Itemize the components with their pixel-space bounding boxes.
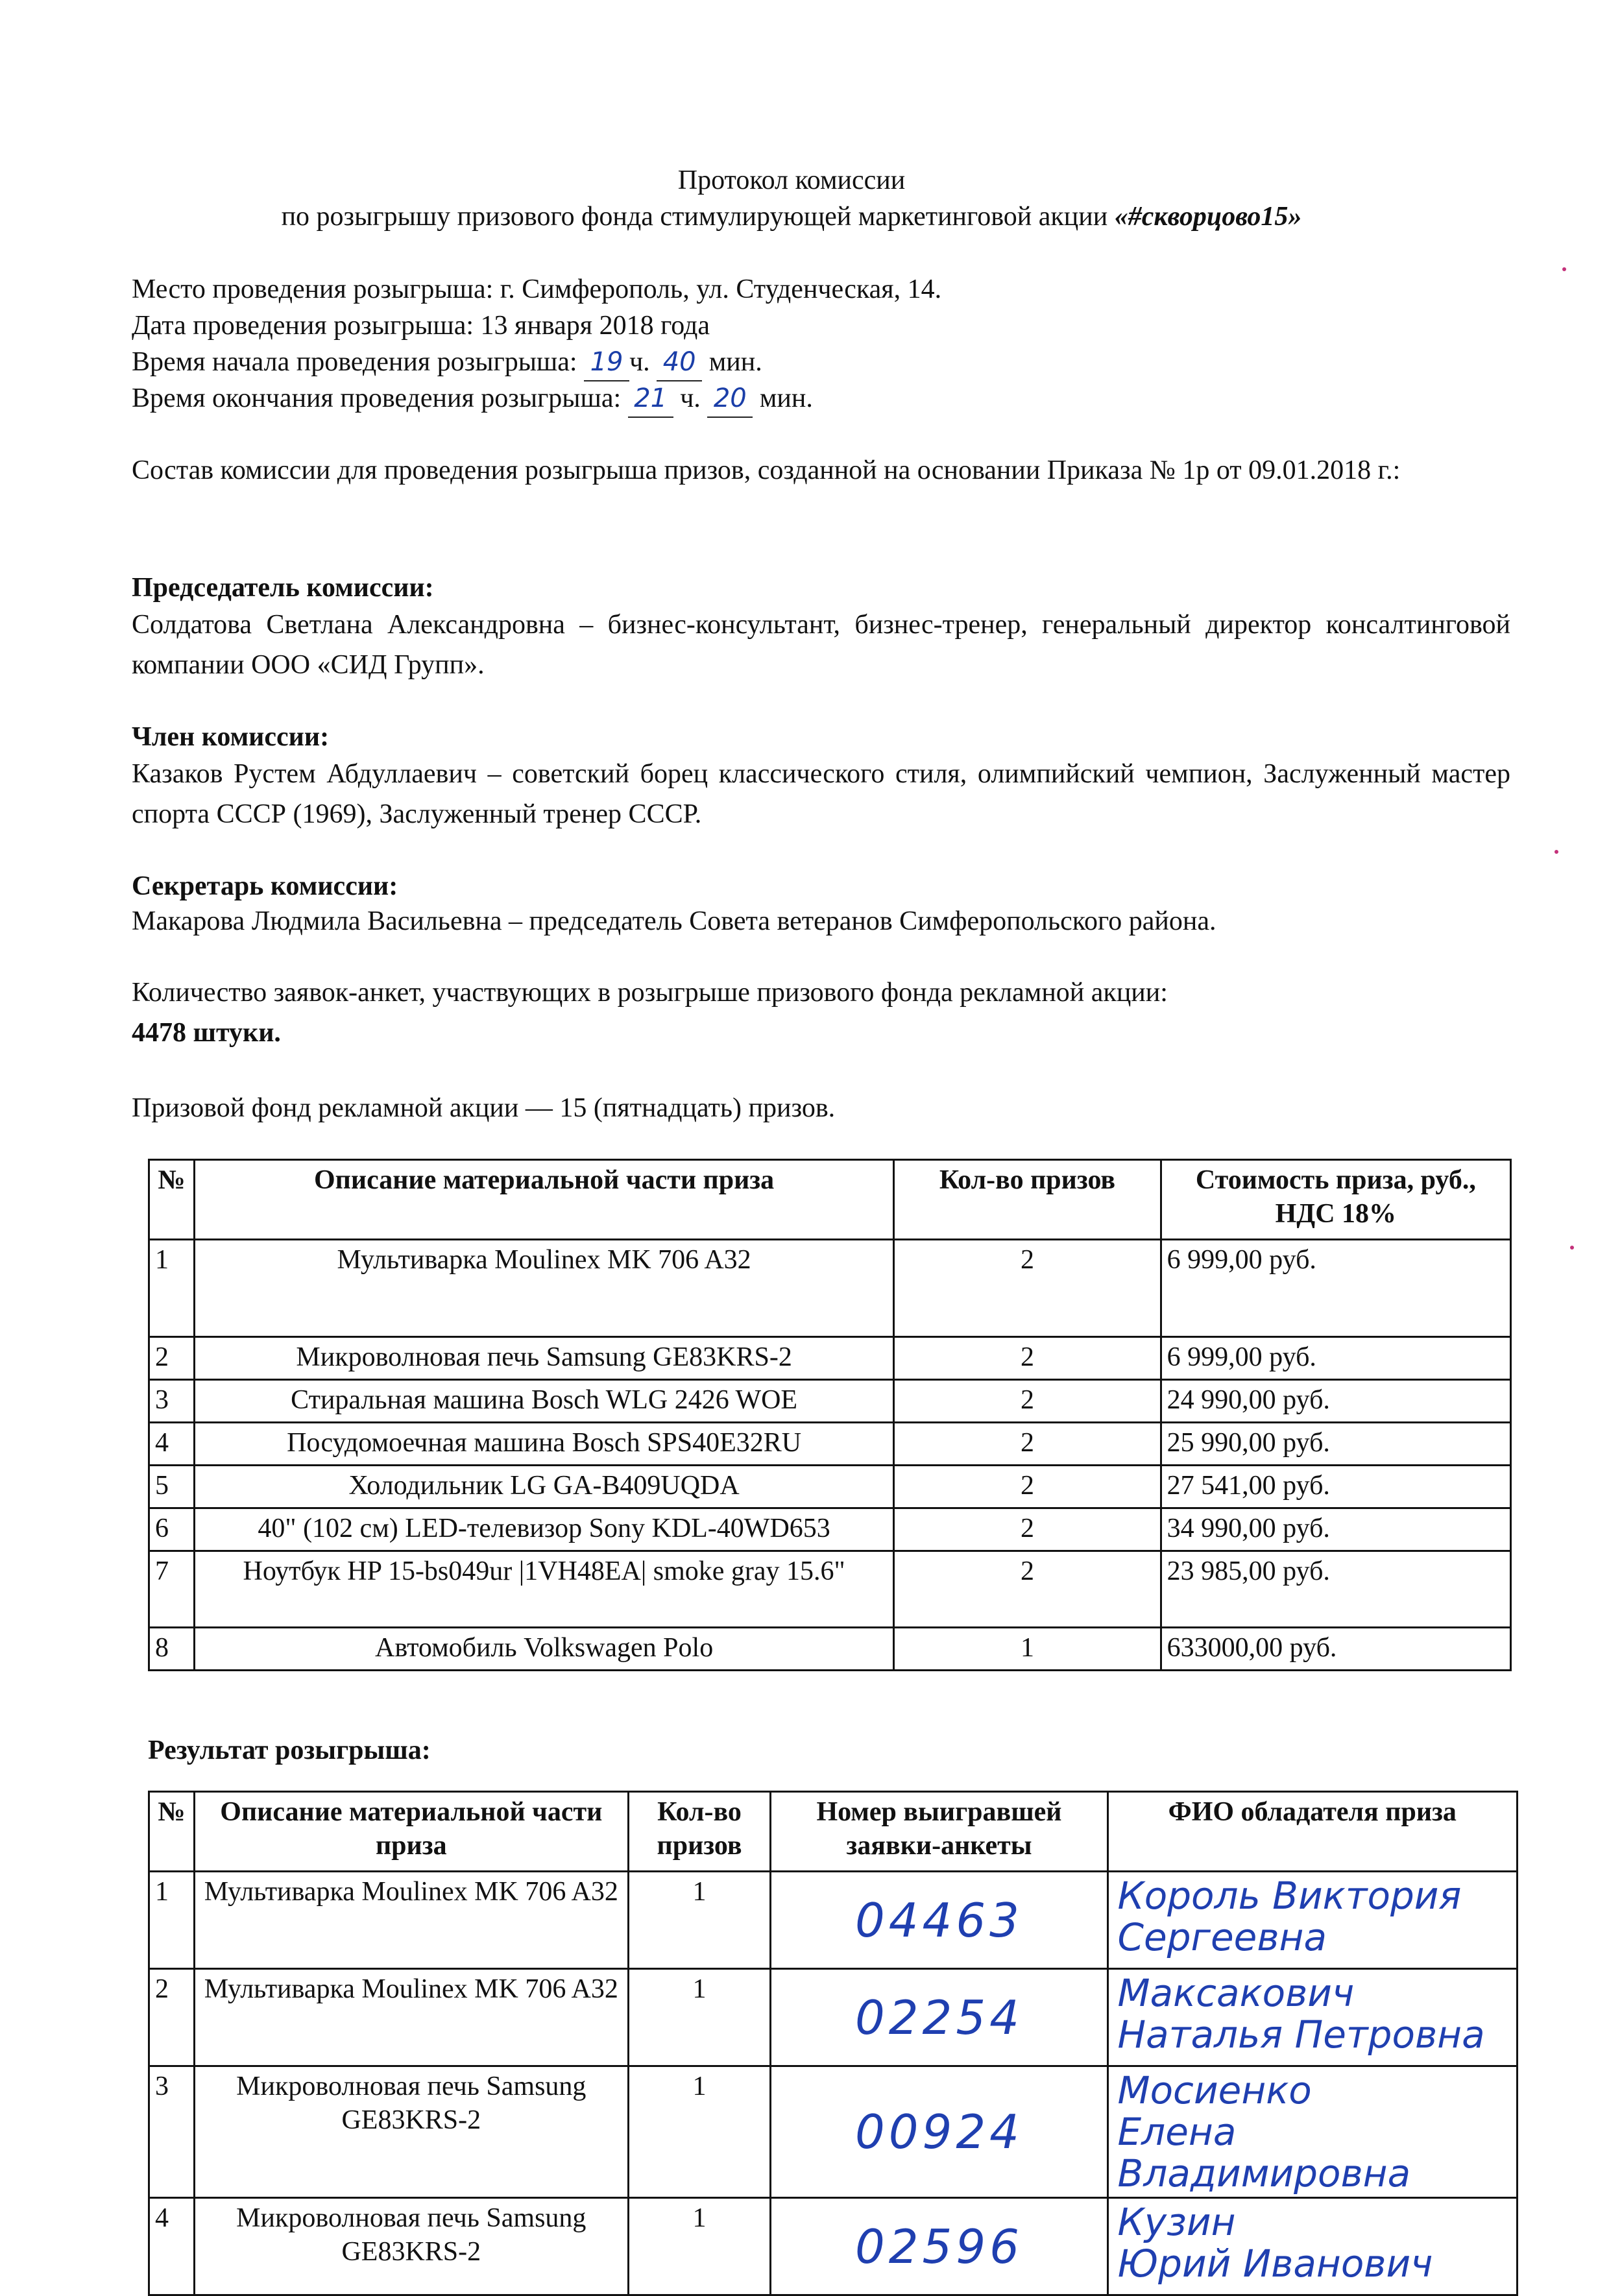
- results-header-description: Описание материальной части приза: [194, 1792, 628, 1872]
- prize-description: Микроволновая печь Samsung GE83KRS-2: [194, 1337, 893, 1380]
- title-line-2-text: по розыгрышу призового фонда стимулирующей маркетинговой акции: [281, 202, 1115, 232]
- prize-price: 34 990,00 руб.: [1161, 1508, 1510, 1551]
- prize-price: 6 999,00 руб.: [1161, 1337, 1510, 1380]
- winning-application-number-handwritten: 02254: [771, 1969, 1107, 2066]
- result-number: 2: [149, 1969, 195, 2066]
- header-description: Описание материальной части приза: [194, 1160, 893, 1240]
- scan-mark: [1562, 267, 1566, 271]
- prize-row: [149, 1380, 1511, 1423]
- scan-mark: [1555, 850, 1558, 854]
- draw-start-time: [132, 344, 762, 381]
- chair-text: Солдатова Светлана Александровна – бизнес-консультант, бизнес-тренер, генеральный директор консалтинговой компании ООО «СИД Групп».: [132, 610, 1510, 680]
- result-quantity: 1: [628, 1872, 771, 1969]
- results-table-header-row: [149, 1792, 1518, 1872]
- result-quantity: 1: [628, 2198, 771, 2295]
- winner-name-line-2: Елена Владимировна: [1117, 2110, 1411, 2195]
- prize-number: 8: [149, 1628, 195, 1671]
- results-header-quantity: Кол-во призов: [628, 1792, 771, 1872]
- prize-price: 633000,00 руб.: [1161, 1628, 1510, 1671]
- campaign-name: «#скворцово15»: [1114, 202, 1302, 232]
- prize-price: 27 541,00 руб.: [1161, 1466, 1510, 1508]
- prize-table-header-row: [149, 1160, 1511, 1240]
- start-minute-handwritten: 40: [657, 344, 702, 381]
- prize-description: Ноутбук HP 15-bs049ur |1VH48EA| smoke gray 15.6": [194, 1551, 893, 1628]
- header-quantity: Кол-во призов: [894, 1160, 1161, 1240]
- end-hour-handwritten: 21: [628, 380, 673, 418]
- draw-end-time: [132, 380, 813, 418]
- prize-description: Посудомоечная машина Bosch SPS40E32RU: [194, 1423, 893, 1466]
- result-description: Микроволновая печь Samsung GE83KRS-2: [194, 2066, 628, 2198]
- prize-price: 25 990,00 руб.: [1161, 1423, 1510, 1466]
- prize-number: 6: [149, 1508, 195, 1551]
- prize-quantity: 2: [894, 1240, 1161, 1337]
- prize-fund-text: Призовой фонд рекламной акции — 15 (пятнадцать) призов.: [132, 1093, 836, 1123]
- winning-application-number-handwritten: 04463: [771, 1872, 1107, 1969]
- prize-quantity: 2: [894, 1337, 1161, 1380]
- prize-row: [149, 1466, 1511, 1508]
- end-time-label: Время окончания проведения розыгрыша:: [132, 383, 628, 413]
- prize-description: Стиральная машина Bosch WLG 2426 WOE: [194, 1380, 893, 1423]
- chair-heading: Председатель комиссии:: [132, 573, 434, 603]
- prize-price: 24 990,00 руб.: [1161, 1380, 1510, 1423]
- results-header-winning-number: Номер выигравшей заявки-анкеты: [771, 1792, 1107, 1872]
- prize-row: [149, 1240, 1511, 1337]
- result-number: 4: [149, 2198, 195, 2295]
- prize-row: [149, 1551, 1511, 1628]
- prize-price: 6 999,00 руб.: [1161, 1240, 1510, 1337]
- result-row: [149, 2198, 1518, 2295]
- prize-row: [149, 1508, 1511, 1551]
- start-hour-unit: ч.: [629, 347, 657, 377]
- winner-name-line-1: Мосиенко: [1117, 2068, 1312, 2112]
- member-heading: Член комиссии:: [132, 722, 330, 752]
- winner-name-line-2: Юрий Иванович: [1117, 2242, 1433, 2286]
- draw-place: Место проведения розыгрыша: г. Симферополь, ул. Студенческая, 14.: [132, 274, 942, 304]
- prize-number: 1: [149, 1240, 195, 1337]
- prize-quantity: 2: [894, 1508, 1161, 1551]
- secretary-text: Макарова Людмила Васильевна – председатель Совета ветеранов Симферопольского района.: [132, 906, 1216, 936]
- winner-name-line-1: Кузин: [1117, 2200, 1236, 2244]
- prize-quantity: 2: [894, 1551, 1161, 1628]
- draw-date: Дата проведения розыгрыша: 13 января 2018 года: [132, 311, 710, 341]
- result-description: Мультиварка Moulinex MK 706 A32: [194, 1872, 628, 1969]
- winner-name-handwritten: [1107, 2066, 1517, 2198]
- winner-name-handwritten: [1107, 1969, 1517, 2066]
- applications-count-text: Количество заявок-анкет, участвующих в розыгрыше призового фонда рекламной акции:: [132, 978, 1168, 1008]
- results-header-winner-name: ФИО обладателя приза: [1107, 1792, 1517, 1872]
- header-price: Стоимость приза, руб., НДС 18%: [1161, 1160, 1510, 1240]
- prize-number: 7: [149, 1551, 195, 1628]
- result-number: 3: [149, 2066, 195, 2198]
- result-quantity: 1: [628, 1969, 771, 2066]
- prize-fund-table: [148, 1159, 1512, 1671]
- prize-number: 2: [149, 1337, 195, 1380]
- prize-description: Мультиварка Moulinex MK 706 A32: [194, 1240, 893, 1337]
- prize-quantity: 2: [894, 1466, 1161, 1508]
- results-table: [148, 1791, 1518, 2296]
- start-hour-handwritten: 19: [584, 344, 629, 381]
- result-description: Мультиварка Moulinex MK 706 A32: [194, 1969, 628, 2066]
- result-row: [149, 1872, 1518, 1969]
- result-quantity: 1: [628, 2066, 771, 2198]
- title-line-1: Протокол комиссии: [677, 165, 906, 195]
- result-row: [149, 2066, 1518, 2198]
- start-time-label: Время начала проведения розыгрыша:: [132, 347, 585, 377]
- prize-quantity: 2: [894, 1380, 1161, 1423]
- scan-mark: [1570, 1246, 1574, 1250]
- prize-row: [149, 1337, 1511, 1380]
- prize-number: 5: [149, 1466, 195, 1508]
- prize-row: [149, 1628, 1511, 1671]
- prize-description: 40" (102 см) LED-телевизор Sony KDL-40WD653: [194, 1508, 893, 1551]
- prize-number: 3: [149, 1380, 195, 1423]
- end-hour-unit: ч.: [673, 383, 708, 413]
- winner-name-line-1: Максакович: [1117, 1971, 1355, 2015]
- title-line-2: [130, 199, 1453, 235]
- prize-price: 23 985,00 руб.: [1161, 1551, 1510, 1628]
- end-minute-unit: мин.: [753, 383, 813, 413]
- winner-name-handwritten: [1107, 1872, 1517, 1969]
- winner-name-line-2: Сергеевна: [1117, 1915, 1327, 1959]
- end-minute-handwritten: 20: [707, 380, 753, 418]
- start-minute-unit: мин.: [702, 347, 762, 377]
- results-heading: Результат розыгрыша:: [148, 1735, 431, 1765]
- prize-quantity: 1: [894, 1628, 1161, 1671]
- header-number: №: [149, 1160, 195, 1240]
- prize-number: 4: [149, 1423, 195, 1466]
- prize-quantity: 2: [894, 1423, 1161, 1466]
- winner-name-line-2: Наталья Петровна: [1117, 2012, 1485, 2057]
- winning-application-number-handwritten: 02596: [771, 2198, 1107, 2295]
- result-row: [149, 1969, 1518, 2066]
- result-description: Микроволновая печь Samsung GE83KRS-2: [194, 2198, 628, 2295]
- commission-intro: Состав комиссии для проведения розыгрыша призов, созданной на основании Приказа № 1р от 09.01.2018 г.:: [132, 455, 1401, 485]
- member-text: Казаков Рустем Абдуллаевич – советский борец классического стиля, олимпийский чемпион, Заслуженный мастер спорта СССР (1969), Заслуженный тренер СССР.: [132, 759, 1510, 829]
- result-number: 1: [149, 1872, 195, 1969]
- applications-count-value: 4478 штуки.: [132, 1018, 281, 1048]
- prize-description: Холодильник LG GA-B409UQDA: [194, 1466, 893, 1508]
- secretary-heading: Секретарь комиссии:: [132, 871, 398, 901]
- prize-description: Автомобиль Volkswagen Polo: [194, 1628, 893, 1671]
- winning-application-number-handwritten: 00924: [771, 2066, 1107, 2198]
- results-header-number: №: [149, 1792, 195, 1872]
- winner-name-line-1: Король Виктория: [1117, 1874, 1462, 1918]
- prize-row: [149, 1423, 1511, 1466]
- winner-name-handwritten: [1107, 2198, 1517, 2295]
